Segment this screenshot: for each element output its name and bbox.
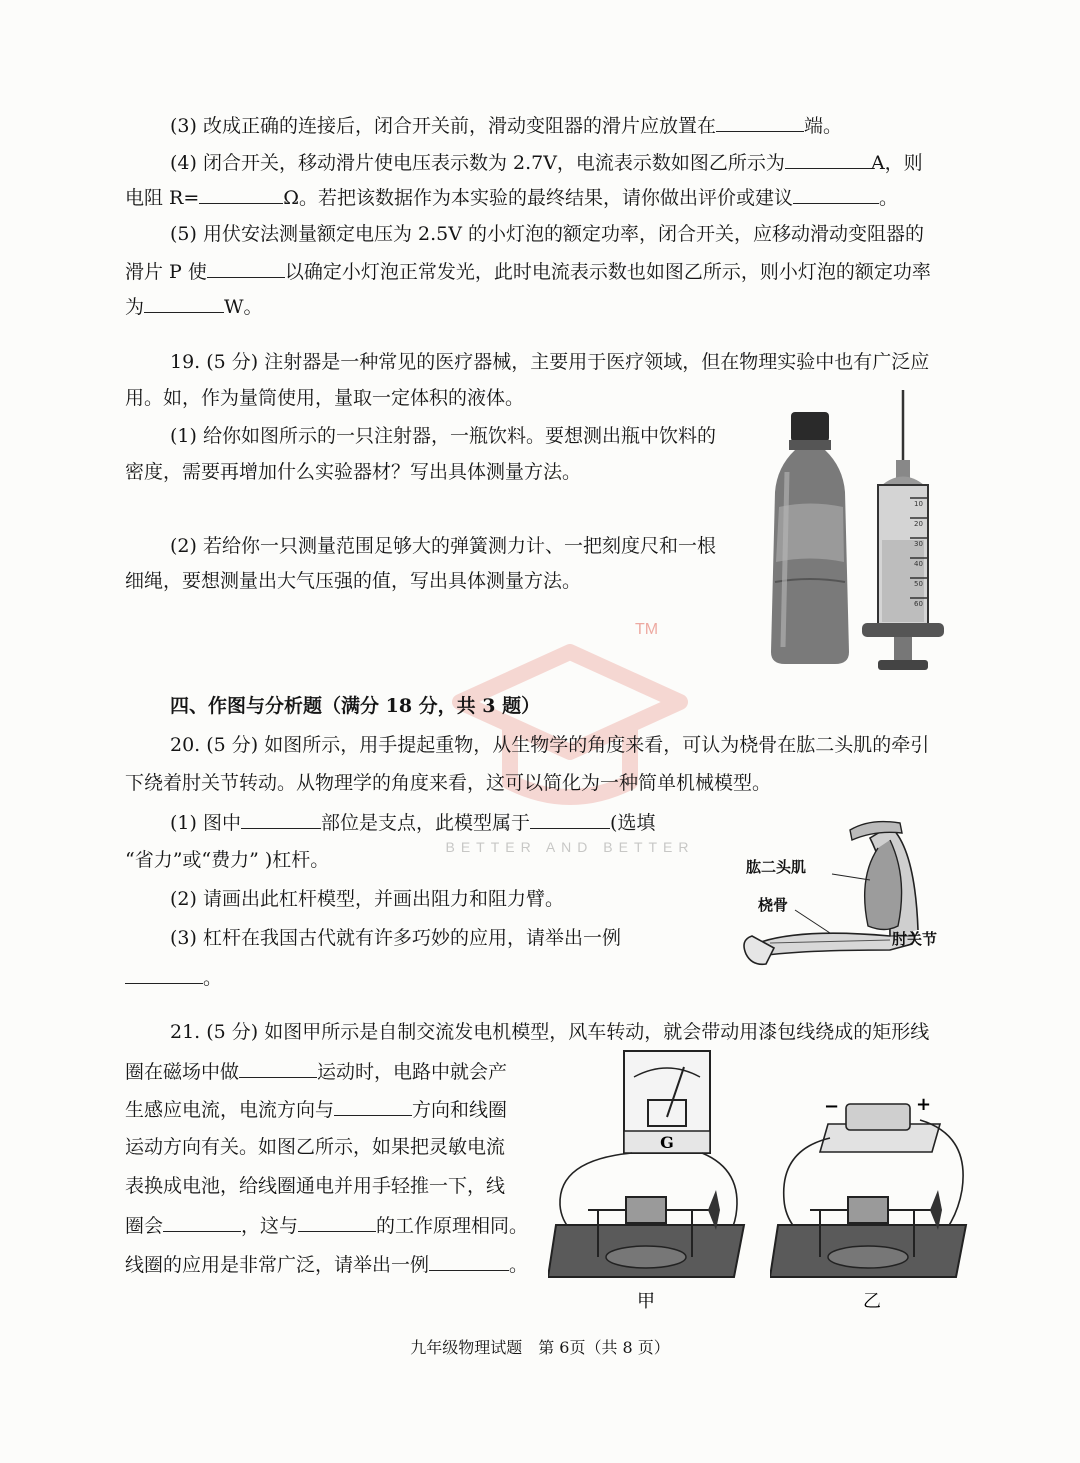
q21-intro: 21. (5 分) 如图甲所示是自制交流发电机模型，风车转动，就会带动用漆包线绕成的矩形线 (170, 1021, 930, 1043)
q18-part4-cont: 电阻 R= Ω。若把该数据作为本实验的最终结果，请你做出评价或建议 。 (125, 183, 898, 211)
q21-line6: 线圈的应用是非常广泛，请举出一例 。 (125, 1250, 528, 1278)
q18-part4: (4) 闭合开关，移动滑片使电压表示数为 2.7V，电流表示数如图乙所示为 A，则 (170, 148, 923, 176)
answer-blank[interactable] (716, 111, 804, 132)
q21-line3: 运动方向有关。如图乙所示，如果把灵敏电流 (125, 1136, 506, 1158)
answer-blank[interactable] (298, 1211, 376, 1232)
answer-blank[interactable] (239, 1057, 317, 1078)
q18-part5: (5) 用伏安法测量额定电压为 2.5V 的小灯泡的额定功率，闭合开关，应移动滑动变阻器的 (170, 223, 924, 245)
label-biceps: 肱二头肌 (746, 858, 807, 876)
syringe-tick-label: 10 (914, 500, 923, 508)
answer-blank[interactable] (144, 292, 224, 313)
q21-line1: 圈在磁场中做 运动时，电路中就会产 (125, 1057, 507, 1085)
answer-blank[interactable] (125, 963, 203, 984)
q20-part3-answer: 。 (125, 963, 222, 991)
q21-line4: 表换成电池，给线圈通电并用手轻推一下，线 (125, 1175, 506, 1197)
q18-part5-end: 为 W。 (125, 292, 263, 320)
figure-label-yi: 乙 (863, 1291, 881, 1312)
q20-part1: (1) 图中 部位是支点，此模型属于 (选填 (170, 808, 655, 836)
syringe-tick-label: 30 (914, 540, 923, 548)
q20-part1-cont: “省力”或“费力” )杠杆。 (125, 849, 330, 871)
syringe-tick-label: 40 (914, 560, 923, 568)
label-elbow: 肘关节 (892, 930, 938, 948)
answer-blank[interactable] (163, 1211, 241, 1232)
q19-part2-cont: 细绳，要想测量出大气压强的值，写出具体测量方法。 (125, 570, 582, 592)
answer-blank[interactable] (429, 1250, 509, 1271)
figure-label-jia: 甲 (637, 1291, 655, 1312)
generator-figure-yi (770, 1090, 970, 1315)
answer-blank[interactable] (207, 257, 285, 278)
galvanometer-label: G (660, 1133, 674, 1152)
battery-minus: − (824, 1096, 840, 1117)
section-heading: 四、作图与分析题（满分 18 分，共 3 题） (170, 695, 541, 717)
syringe-image (860, 390, 950, 675)
battery-plus: + (916, 1094, 932, 1115)
answer-blank[interactable] (334, 1095, 412, 1116)
arm-lever-figure (740, 818, 960, 970)
q20-part3: (3) 杠杆在我国古代就有许多巧妙的应用，请举出一例 (170, 927, 621, 949)
answer-blank[interactable] (530, 808, 610, 829)
q19-intro: 19. (5 分) 注射器是一种常见的医疗器械，主要用于医疗领域，但在物理实验中也有广泛应 (170, 351, 930, 373)
q18-part5-cont: 滑片 P 使 以确定小灯泡正常发光，此时电流表示数也如图乙所示，则小灯泡的额定功率 (125, 257, 931, 285)
q19-part1: (1) 给你如图所示的一只注射器，一瓶饮料。要想测出瓶中饮料的 (170, 425, 716, 447)
answer-blank[interactable] (241, 808, 321, 829)
label-radius: 桡骨 (758, 896, 789, 914)
q19-part1-cont: 密度，需要再增加什么实验器材？写出具体测量方法。 (125, 461, 582, 483)
drink-bottle-image (765, 412, 855, 667)
generator-figure-jia (548, 1045, 748, 1315)
answer-blank[interactable] (785, 148, 871, 169)
syringe-tick-label: 60 (914, 600, 923, 608)
answer-blank[interactable] (793, 183, 879, 204)
page-footer: 九年级物理试题 第 6页（共 8 页） (410, 1338, 670, 1357)
q21-line2: 生感应电流，电流方向与 方向和线圈 (125, 1095, 507, 1123)
q19-part2: (2) 若给你一只测量范围足够大的弹簧测力计、一把刻度尺和一根 (170, 535, 716, 557)
q20-intro: 20. (5 分) 如图所示，用手提起重物，从生物学的角度来看，可认为桡骨在肱二头肌的牵引 (170, 734, 930, 756)
q21-line5: 圈会 ，这与 的工作原理相同。 (125, 1211, 528, 1239)
syringe-tick-label: 20 (914, 520, 923, 528)
q20-part2: (2) 请画出此杠杆模型，并画出阻力和阻力臂。 (170, 888, 564, 910)
answer-blank[interactable] (199, 183, 283, 204)
watermark-slogan: BETTER AND BETTER (445, 839, 695, 852)
q19-intro-cont: 用。如，作为量筒使用，量取一定体积的液体。 (125, 387, 525, 409)
syringe-tick-label: 50 (914, 580, 923, 588)
q20-intro-cont: 下绕着肘关节转动。从物理学的角度来看，这可以简化为一种简单机械模型。 (125, 772, 772, 794)
watermark-tm: TM (635, 621, 659, 638)
q18-part3: (3) 改成正确的连接后，闭合开关前，滑动变阻器的滑片应放置在 端。 (170, 111, 842, 139)
